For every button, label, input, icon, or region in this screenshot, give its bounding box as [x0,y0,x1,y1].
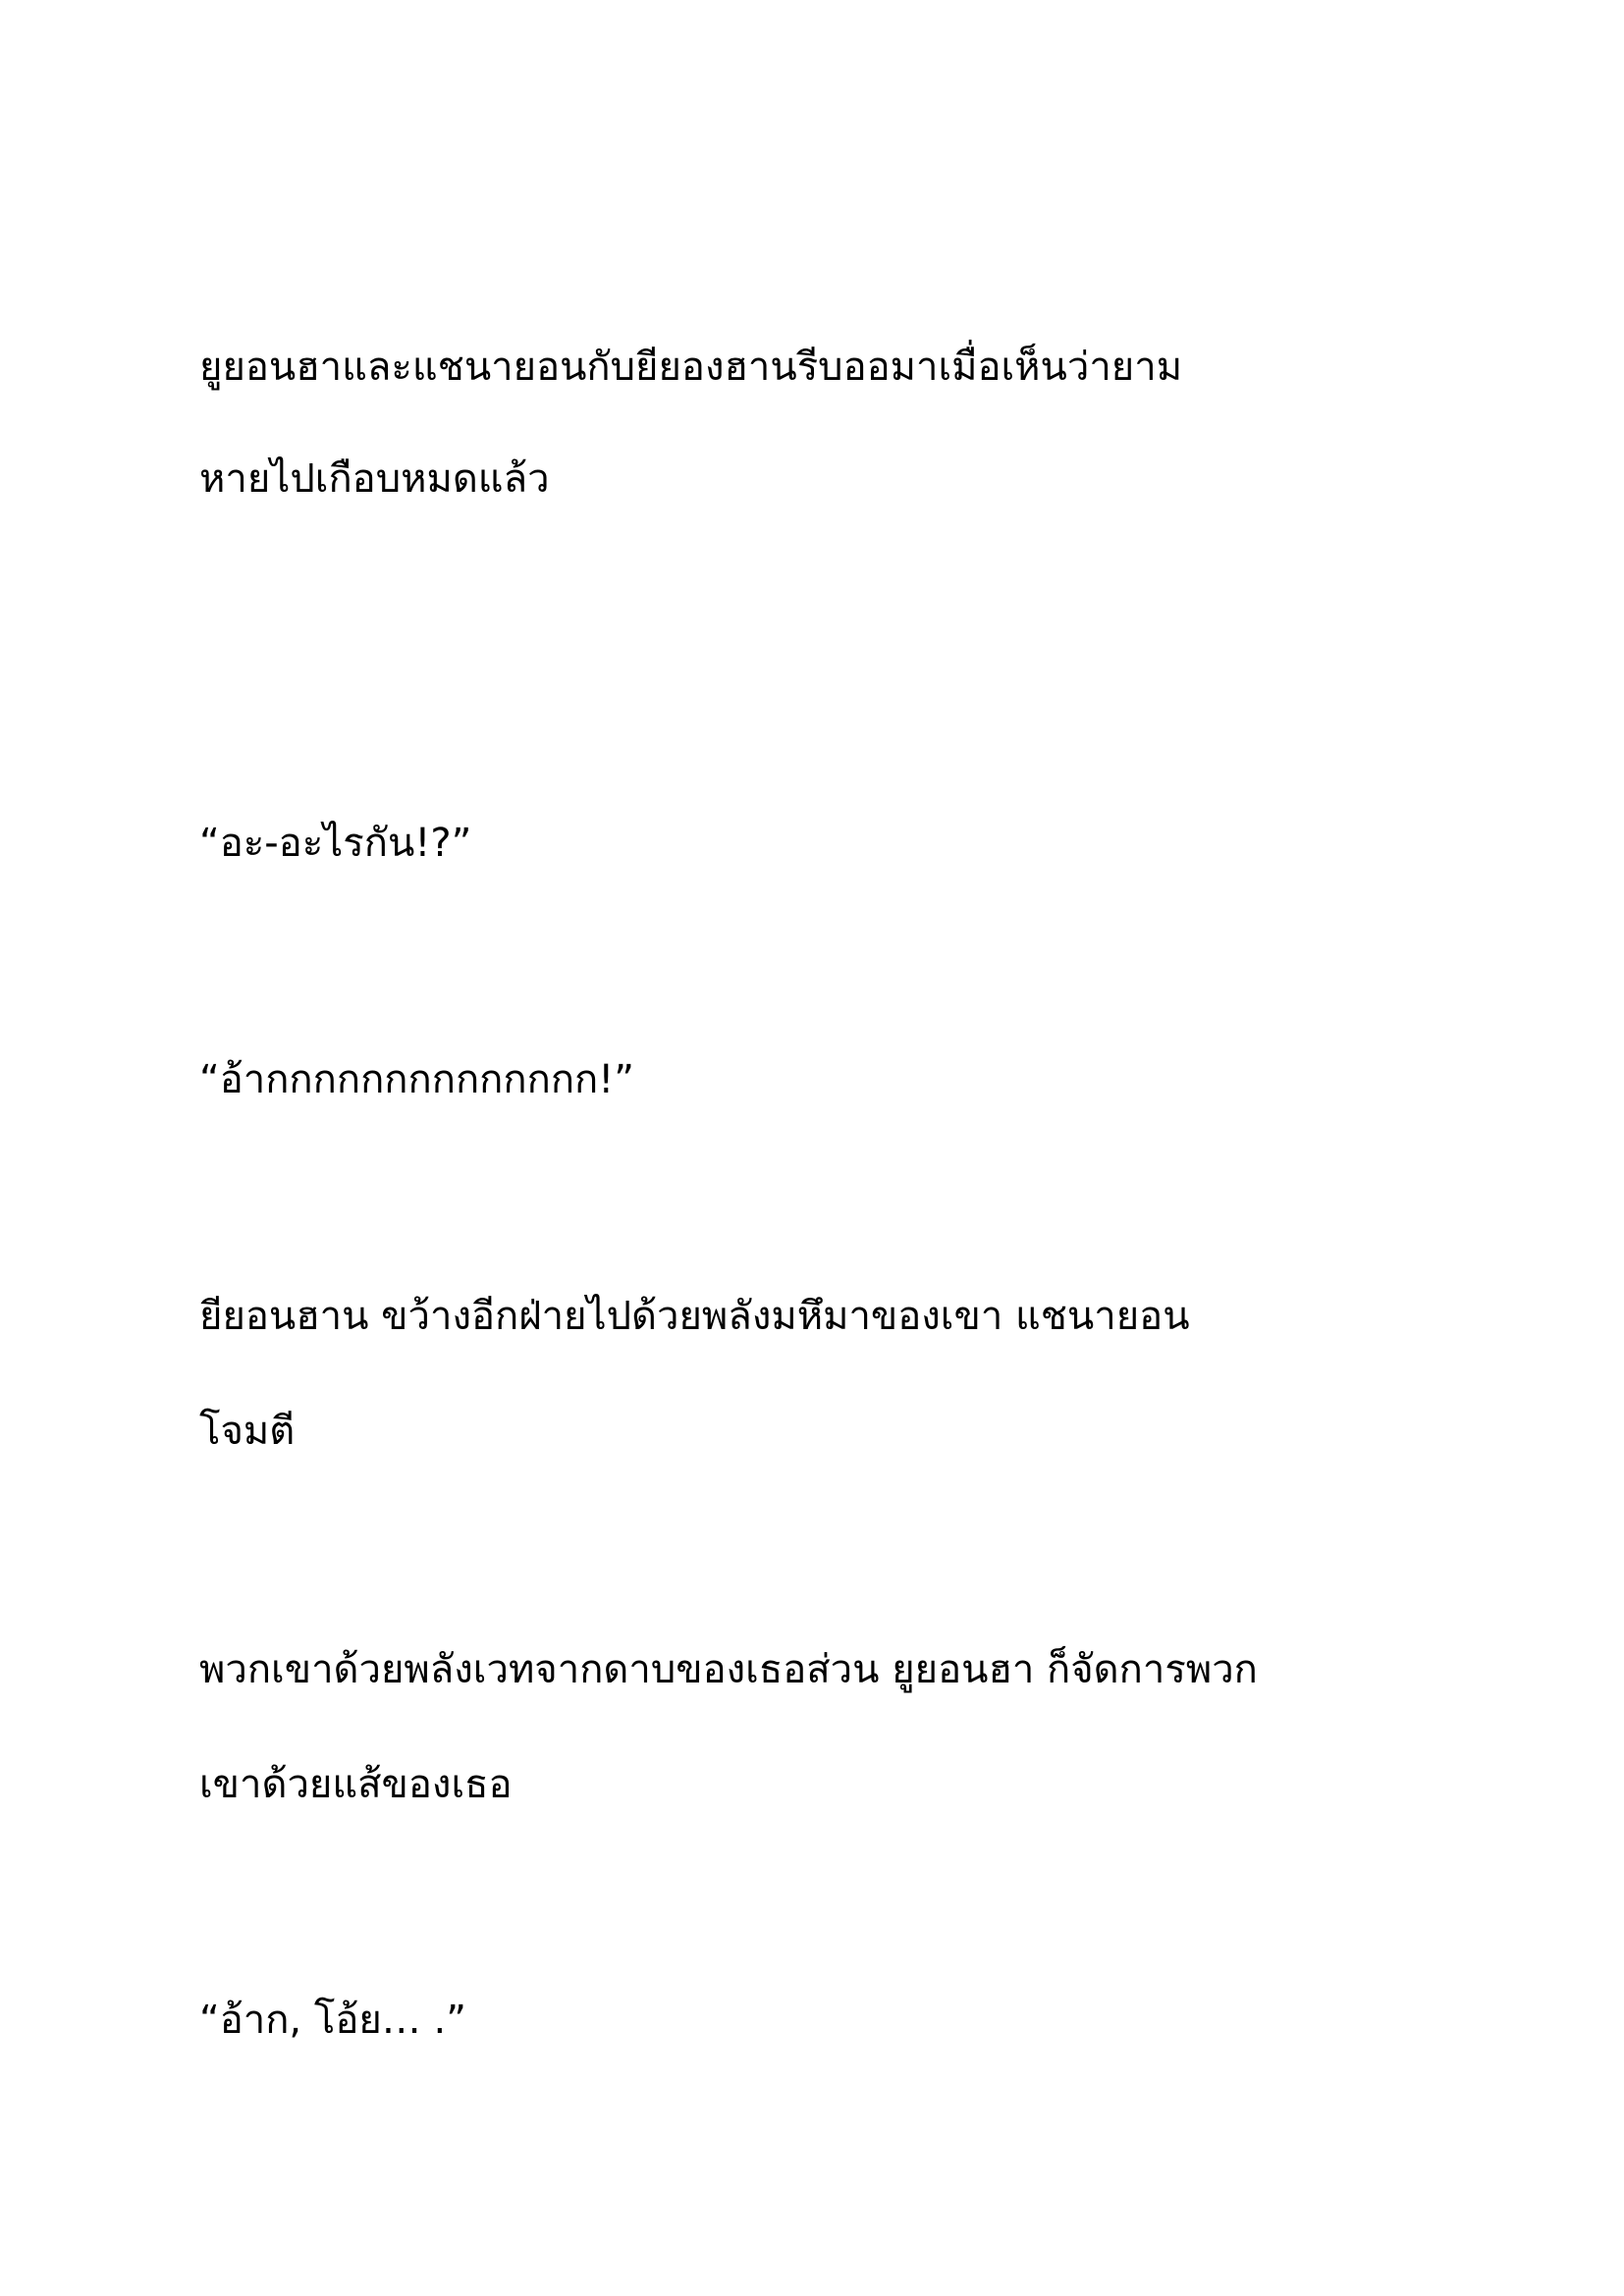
paragraph-3-line-1: “อ้ากกกกกกกกกกกกกก!” [199,1057,635,1102]
paragraph-2-line-1: “อะ-อะไรกัน!?” [199,821,472,866]
paragraph-1-line-2: หายไปเกือบหมดแล้ว [199,456,550,502]
paragraph-5-line-1: พวกเขาด้วยพลังเวทจากดาบของเธอส่วน ยูยอนฮา ก็จัดการพวก [199,1647,1258,1692]
paragraph-1-line-1: ยูยอนฮาและแชนายอนกับยียองฮานรีบออมาเมื่อเห็นว่ายาม [199,345,1183,390]
paragraph-4-line-2: โจมตี [199,1409,296,1454]
paragraph-4-line-1: ยียอนฮาน ขว้างอีกฝ่ายไปด้วยพลังมหึมาของเขา แชนายอน [199,1294,1190,1339]
paragraph-6-line-1: “อ้าก, โอ้ย… .” [199,1998,466,2043]
paragraph-5-line-2: เขาด้วยแส้ของเธอ [199,1762,513,1807]
